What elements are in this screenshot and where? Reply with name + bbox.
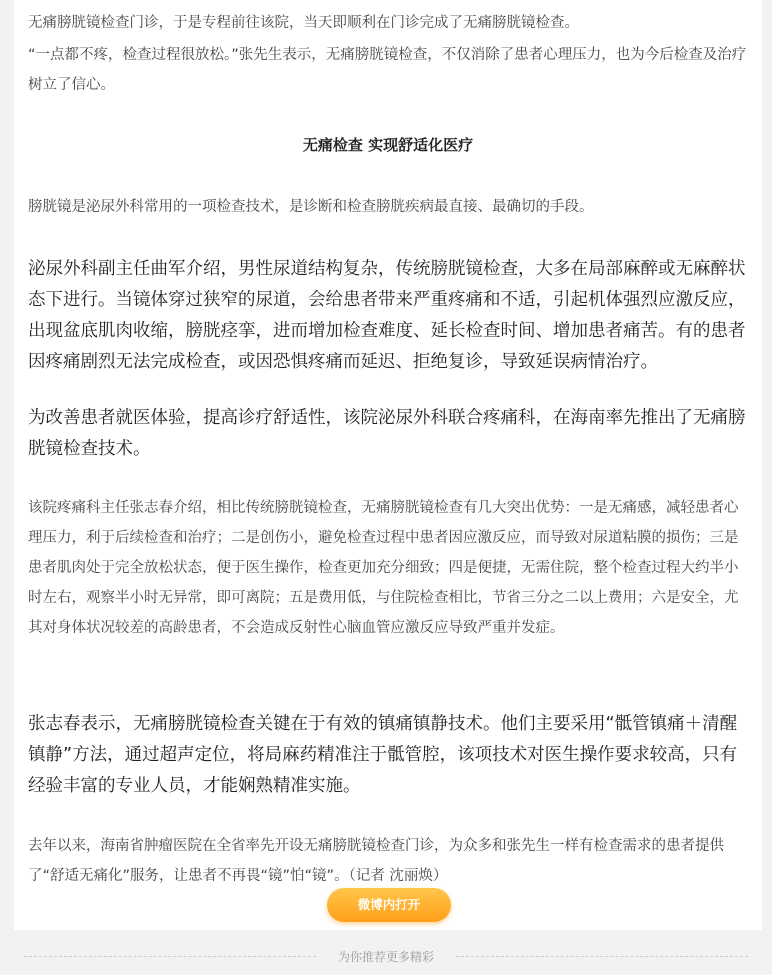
paragraph-key-technology: 张志春表示，无痛膀胱镜检查关键在于有效的镇痛镇静技术。他们主要采用“骶管镇痛＋清醒镇静”方法，通过超声定位，将局麻药精准注于骶管腔，该项技术对医生操作要求较高，只有经验丰富的专业人员，才能娴熟精准实施。	[28, 714, 738, 796]
recommend-divider	[0, 946, 772, 968]
divider-line-left	[24, 956, 316, 957]
paragraph-traditional-method: 泌尿外科副主任曲军介绍，男性尿道结构复杂，传统膀胱镜检查，大多在局部麻醉或无麻醉状态下进行。当镜体穿过狭窄的尿道，会给患者带来严重疼痛和不适，引起机体强烈应激反应，出现盆底肌肉收缩，膀胱痉挛，进而增加检查难度、延长检查时间、增加患者痛苦。有的患者因疼痛剧烈无法完成检查，或因恐惧疼痛而延迟、拒绝复诊，导致延误病情治疗。	[28, 259, 746, 372]
section-heading: 无痛检查 实现舒适化医疗	[302, 136, 474, 154]
paragraph-quote: “一点都不疼，检查过程很放松。”张先生表示，无痛膀胱镜检查，不仅消除了患者心理压力，也为今后检查及治疗树立了信心。	[28, 47, 747, 93]
paragraph-intro-end: 无痛膀胱镜检查门诊，于是专程前往该院，当天即顺利在门诊完成了无痛膀胱镜检查。	[28, 15, 579, 31]
paragraph-advantages: 该院疼痛科主任张志春介绍，相比传统膀胱镜检查，无痛膀胱镜检查有几大突出优势：一是无痛感，减轻患者心理压力，利于后续检查和治疗；二是创伤小，避免检查过程中患者因应激反应，而导致对尿道粘膜的损伤；三是患者肌肉处于完全放松状态，便于医生操作，检查更加充分细致；四是便捷，无需住院，整个检查过程大约半小时左右，观察半小时无异常，即可离院；五是费用低，与住院检查相比，节省三分之二以上费用；六是安全，尤其对身体状况较差的高龄患者，不会造成反射性心脑血管应激反应导致严重并发症。	[28, 500, 739, 636]
paragraph-conclusion: 去年以来，海南省肿瘤医院在全省率先开设无痛膀胱镜检查门诊，为众多和张先生一样有检查需求的患者提供了“舒适无痛化”服务，让患者不再畏“镜”怕“镜”。（记者 沈丽焕）	[28, 838, 724, 884]
divider-line-right	[456, 956, 748, 957]
open-in-weibo-button[interactable]: 微博内打开	[327, 888, 451, 922]
article-body	[14, 0, 762, 930]
recommend-label[interactable]: 为你推荐更多精彩	[337, 950, 434, 964]
paragraph-new-technique: 为改善患者就医体验，提高诊疗舒适性，该院泌尿外科联合疼痛科，在海南率先推出了无痛膀胱镜检查技术。	[28, 408, 746, 459]
paragraph-cystoscopy-intro: 膀胱镜是泌尿外科常用的一项检查技术，是诊断和检查膀胱疾病最直接、最确切的手段。	[28, 199, 594, 215]
